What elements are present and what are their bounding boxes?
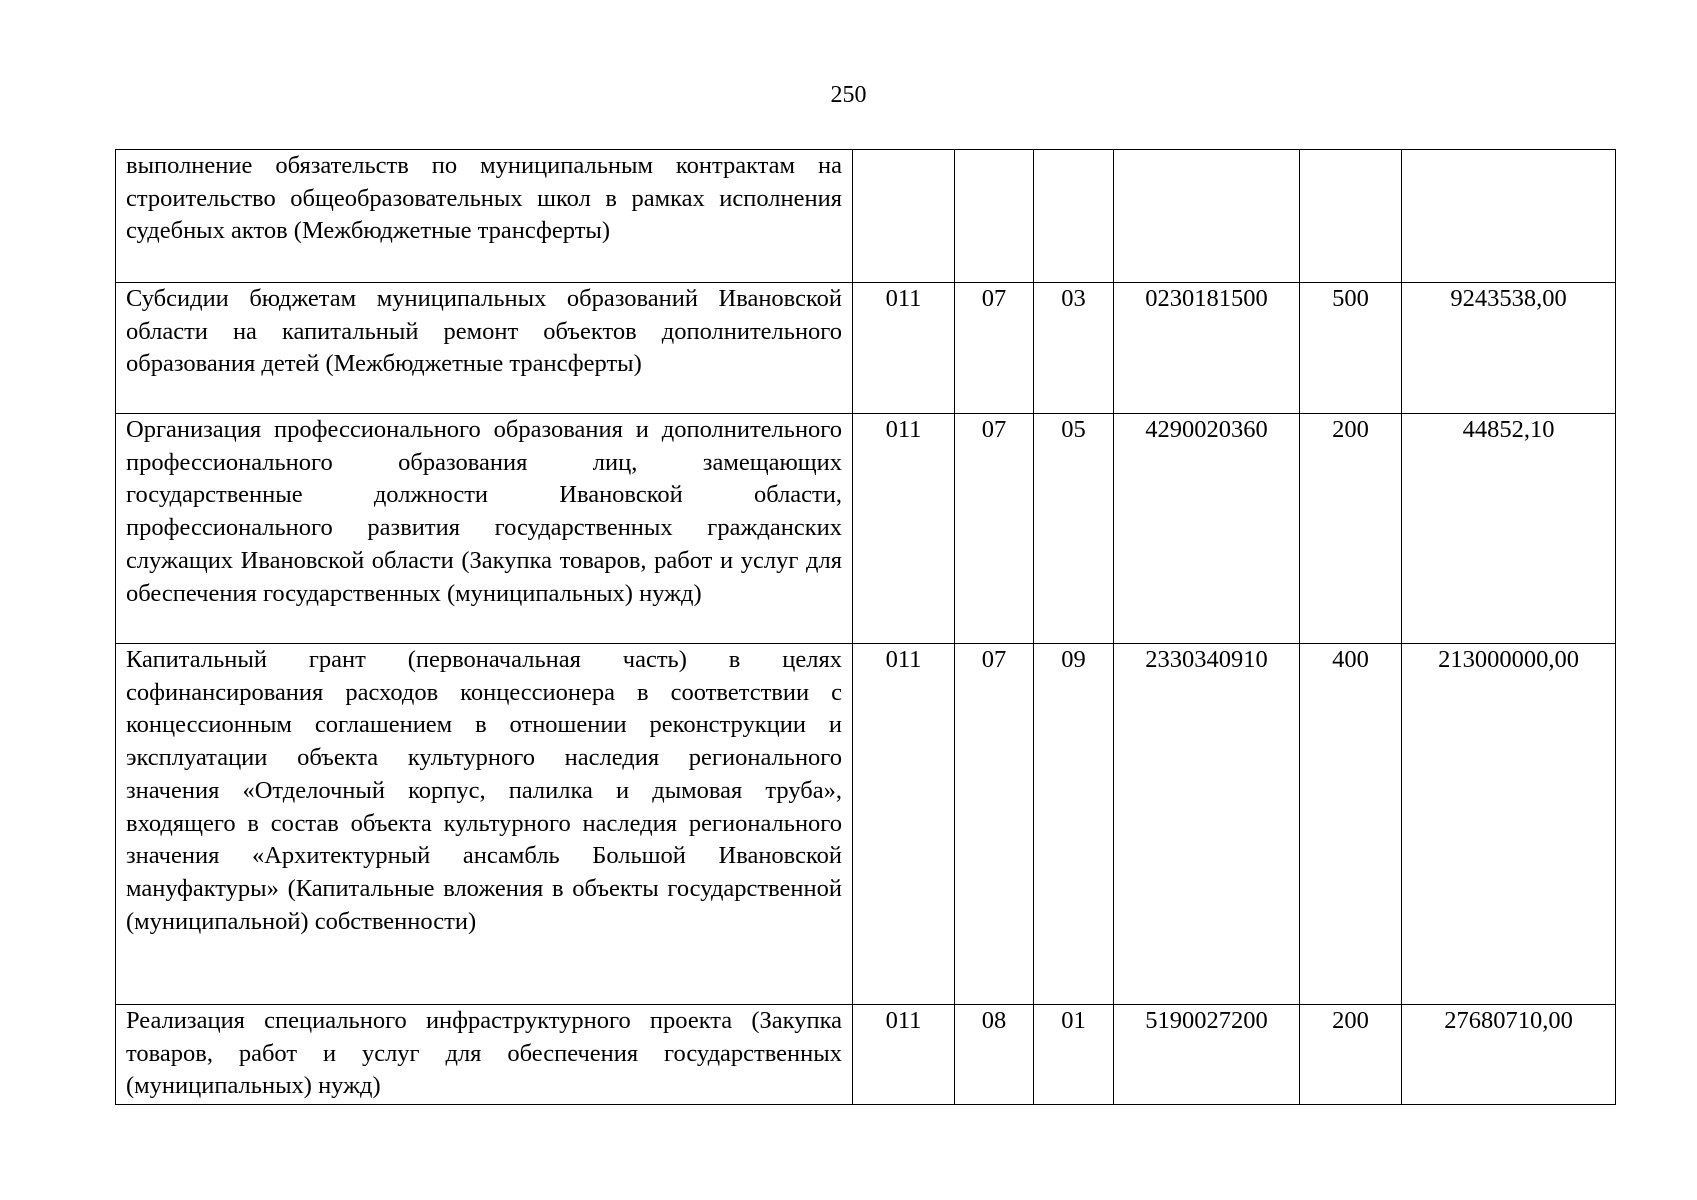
subsection-code (1034, 150, 1114, 283)
section-code: 07 (955, 283, 1034, 414)
table-row (116, 644, 1616, 1005)
subsection-code: 01 (1034, 1005, 1114, 1105)
table-row (116, 150, 1616, 283)
target-article-code: 0230181500 (1114, 283, 1300, 414)
expense-type-code: 200 (1300, 414, 1402, 644)
target-article-code: 5190027200 (1114, 1005, 1300, 1105)
table-row (116, 1005, 1616, 1105)
row-description: Организация профессионального образования и дополнительного профессионального образования лиц, замещающих государственные должности Ивановской области, профессионального развития государственных гражданских служащих Ивановской области (Закупка товаров, работ и услуг для обеспечения государственных (муниципальных) нужд) (116, 414, 853, 644)
section-code (955, 150, 1034, 283)
table-row (116, 414, 1616, 644)
budget-table (115, 149, 1616, 1105)
admin-code (853, 150, 955, 283)
section-code: 07 (955, 644, 1034, 1005)
admin-code: 011 (853, 283, 955, 414)
expense-type-code: 400 (1300, 644, 1402, 1005)
amount-value: 44852,10 (1402, 414, 1616, 644)
row-description: Реализация специального инфраструктурного проекта (Закупка товаров, работ и услуг для обеспечения государственных (муниципальных) нужд) (116, 1005, 853, 1105)
amount-value: 27680710,00 (1402, 1005, 1616, 1105)
subsection-code: 05 (1034, 414, 1114, 644)
expense-type-code (1300, 150, 1402, 283)
target-article-code: 4290020360 (1114, 414, 1300, 644)
row-description: Капитальный грант (первоначальная часть) в целях софинансирования расходов концессионера в соответствии с концессионным соглашением в отношении реконструкции и эксплуатации объекта культурного наследия регионального значения «Отделочный корпус, палилка и дымовая труба», входящего в состав объекта культурного наследия регионального значения «Архитектурный ансамбль Большой Ивановской мануфактуры» (Капитальные вложения в объекты государственной (муниципальной) собственности) (116, 644, 853, 1005)
row-description: выполнение обязательств по муниципальным контрактам на строительство общеобразовательных школ в рамках исполнения судебных актов (Межбюджетные трансферты) (116, 150, 853, 283)
row-description: Субсидии бюджетам муниципальных образований Ивановской области на капитальный ремонт объектов дополнительного образования детей (Межбюджетные трансферты) (116, 283, 853, 414)
admin-code: 011 (853, 414, 955, 644)
expense-type-code: 500 (1300, 283, 1402, 414)
page-number: 250 (830, 82, 867, 108)
subsection-code: 09 (1034, 644, 1114, 1005)
target-article-code: 2330340910 (1114, 644, 1300, 1005)
amount-value: 213000000,00 (1402, 644, 1616, 1005)
target-article-code (1114, 150, 1300, 283)
subsection-code: 03 (1034, 283, 1114, 414)
amount-value: 9243538,00 (1402, 283, 1616, 414)
amount-value (1402, 150, 1616, 283)
section-code: 08 (955, 1005, 1034, 1105)
table-row (116, 283, 1616, 414)
section-code: 07 (955, 414, 1034, 644)
admin-code: 011 (853, 1005, 955, 1105)
expense-type-code: 200 (1300, 1005, 1402, 1105)
admin-code: 011 (853, 644, 955, 1005)
